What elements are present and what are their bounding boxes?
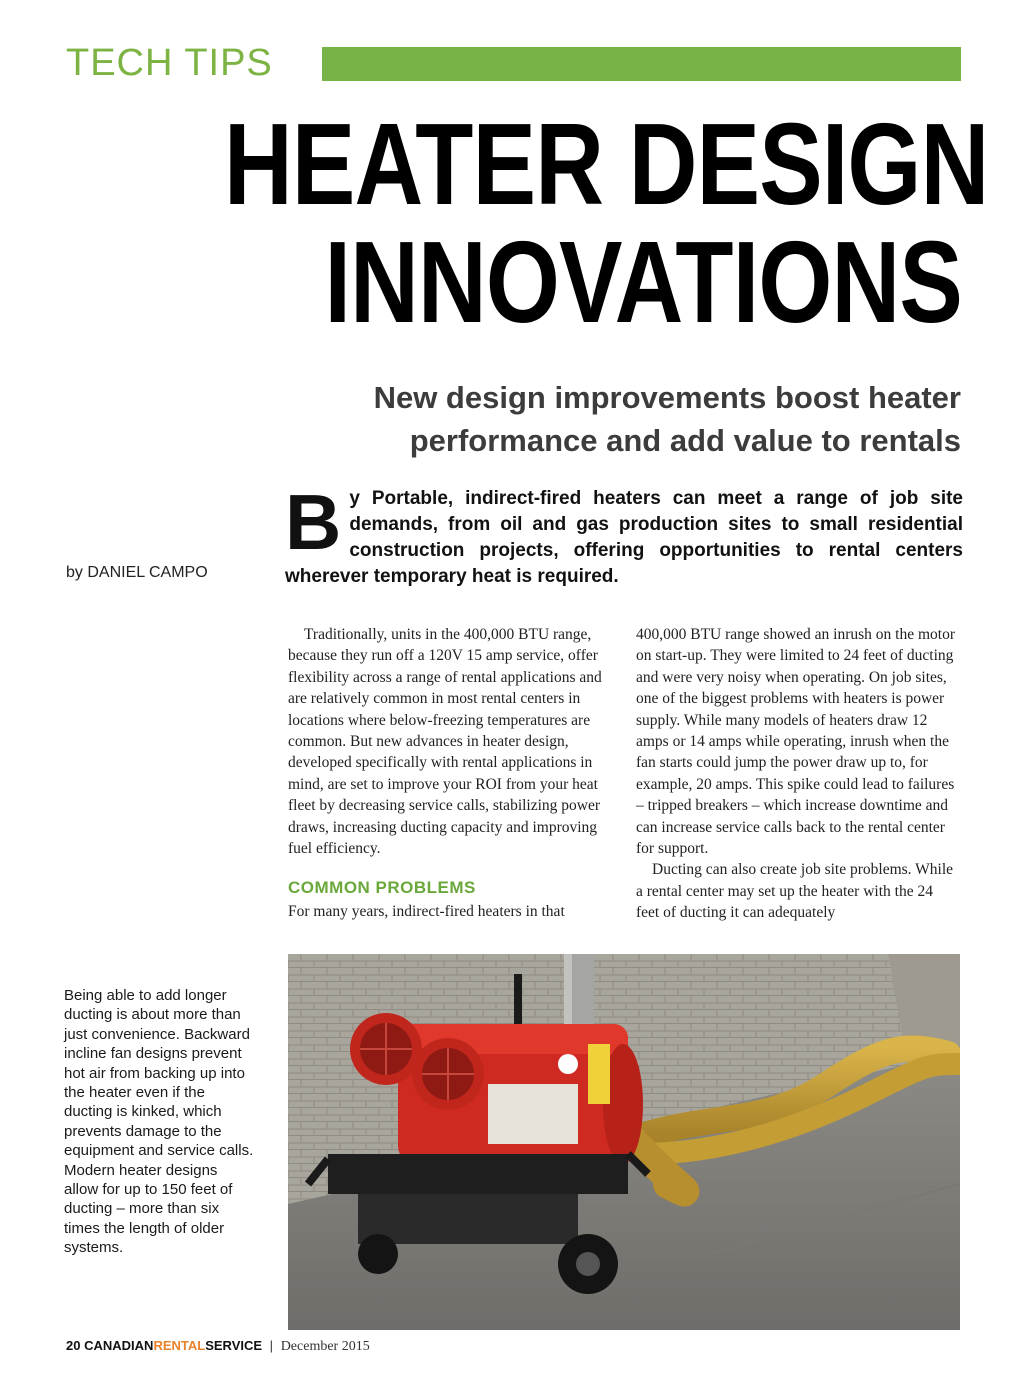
magazine-name-part-3: SERVICE	[205, 1338, 263, 1353]
deck-line-2: performance and add value to rentals	[409, 423, 961, 458]
headline-line-1: HEATER DESIGN	[224, 99, 989, 229]
lede-text: y Portable, indirect-fired heaters can meet a range of job site demands, from oil and gas production sites to small residential construction projects, offering opportunities to rental centers wherever temporary heat is required.	[285, 488, 963, 587]
page-number: 20	[66, 1338, 81, 1353]
section-label: TECH TIPS	[66, 42, 273, 84]
footer-separator: |	[269, 1338, 274, 1353]
drop-cap: B	[285, 478, 342, 566]
body-column-right	[636, 624, 958, 924]
magazine-name-part-1: CANADIAN	[84, 1338, 154, 1353]
lede	[285, 478, 963, 590]
deck-line-1: New design improvements boost heater	[373, 380, 961, 415]
headline-line-2: INNOVATIONS	[324, 217, 962, 347]
magazine-name-part-2: RENTAL	[153, 1338, 206, 1353]
heater-photo	[288, 954, 960, 1330]
deck	[261, 376, 961, 462]
subhead-common-problems: COMMON PROBLEMS	[288, 878, 476, 898]
issue-date: December 2015	[280, 1339, 370, 1354]
body-column-left	[288, 624, 614, 922]
body-paragraph: Ducting can also create job site problems. While a rental center may set up the heater with the 24 feet of ducting it can adequately	[636, 861, 954, 922]
body-paragraph: Traditionally, units in the 400,000 BTU range, because they run off a 120V 15 amp service, offer flexibility across a range of rental applications and are relatively common in most rental centers in locations where below-freezing temperatures are common. But new advances in heater design, developed specifically with rental applications in mind, are set to improve your ROI from your heat fleet by decreasing service calls, stabilizing power draws, increasing ducting capacity and improving fuel efficiency.	[288, 626, 602, 858]
body-paragraph: For many years, indirect-fired heaters in that	[288, 902, 565, 920]
section-bar	[322, 47, 961, 81]
photo-caption: Being able to add longer ducting is about more than just convenience. Backward incline fan designs prevent hot air from backing up into the heater even if the ducting is kinked, which prevents damage to the equipment and service calls. Modern heater designs allow for up to 150 feet of ducting – more than six times the length of older systems.	[64, 987, 254, 1257]
byline: by DANIEL CAMPO	[66, 564, 208, 581]
page-footer	[66, 1337, 370, 1356]
body-paragraph: 400,000 BTU range showed an inrush on the motor on start-up. They were limited to 24 feet of ducting and were very noisy when operating. On job sites, one of the biggest problems with heaters is power supply. While many models of heaters draw 12 amps or 14 amps while operating, inrush when the fan starts could jump the power draw up to, for example, 20 amps. This spike could lead to failures – tripped breakers – which increase downtime and can increase service calls back to the rental center for support.	[636, 626, 955, 858]
headline	[224, 99, 989, 347]
heater-photo-illustration	[288, 954, 960, 1330]
